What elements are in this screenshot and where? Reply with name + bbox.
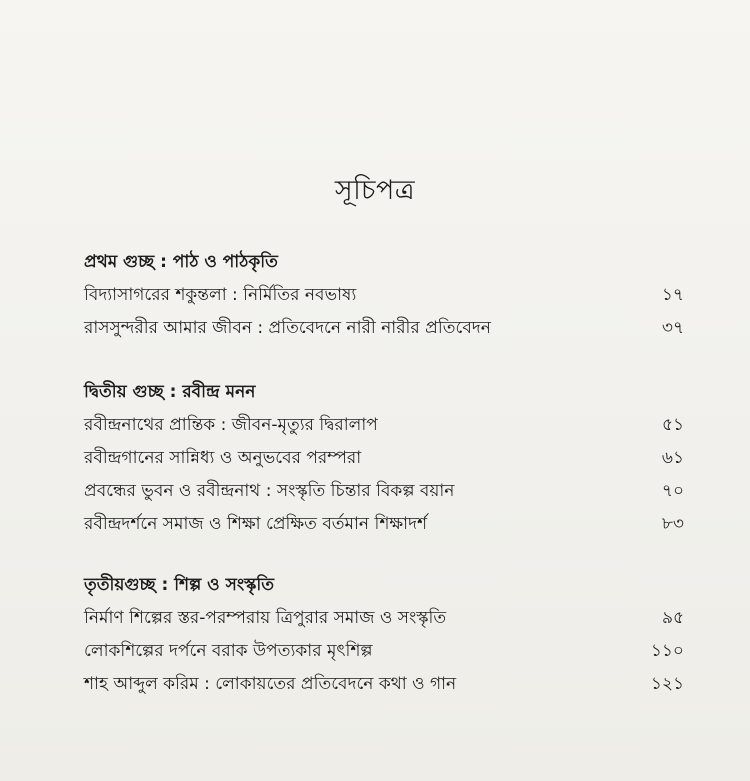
section-heading: তৃতীয়গুচ্ছ : শিল্প ও সংস্কৃতি	[84, 575, 275, 595]
toc-entry	[84, 312, 684, 345]
toc-entry	[84, 635, 684, 668]
entry-title: রবীন্দ্রদর্শনে সমাজ ও শিক্ষা প্রেক্ষিত বর্তমান শিক্ষাদর্শ	[84, 514, 428, 534]
entry-title: রবীন্দ্রনাথের প্রান্তিক : জীবন-মৃত্যুর দ্বিরালাপ	[84, 415, 378, 435]
entry-page-number: ৫১	[661, 415, 684, 435]
entry-page-number: ৭০	[661, 481, 684, 501]
section-heading: প্রথম গুচ্ছ : পাঠ ও পাঠকৃতি	[84, 252, 278, 272]
entry-title: রাসসুন্দরীর আমার জীবন : প্রতিবেদনে নারী নারীর প্রতিবেদন	[84, 318, 491, 338]
toc-entry	[84, 442, 684, 475]
entry-page-number: ৯৫	[661, 608, 684, 628]
toc-entry	[84, 279, 684, 312]
toc-entry	[84, 475, 684, 508]
entry-title: বিদ্যাসাগরের শকুন্তলা : নির্মিতির নবভাষ্য	[84, 285, 357, 305]
entry-title: শাহ আব্দুল করিম : লোকায়তের প্রতিবেদনে কথা ও গান	[84, 674, 457, 694]
page-title: সূচিপত্র	[334, 175, 416, 206]
toc-section-2	[84, 375, 684, 541]
section-heading: দ্বিতীয় গুচ্ছ : রবীন্দ্র মনন	[84, 382, 256, 402]
entry-title: প্রবন্ধের ভুবন ও রবীন্দ্রনাথ : সংস্কৃতি চিন্তার বিকল্প বয়ান	[84, 481, 455, 501]
toc-entry	[84, 668, 684, 701]
toc-entry	[84, 409, 684, 442]
entry-page-number: ৮৩	[661, 514, 684, 534]
entry-page-number: ৬১	[661, 448, 684, 468]
toc-entry	[84, 508, 684, 541]
entry-page-number: ৩৭	[661, 318, 684, 338]
entry-page-number: ১১০	[650, 641, 684, 661]
entry-title: নির্মাণ শিল্পের স্তর-পরম্পরায় ত্রিপুরার সমাজ ও সংস্কৃতি	[84, 608, 447, 628]
entry-title: লোকশিল্পের দর্পনে বরাক উপত্যকার মৃৎশিল্প	[84, 641, 373, 661]
toc-section-1	[84, 245, 684, 345]
entry-page-number: ১৭	[661, 285, 684, 305]
toc-entry	[84, 602, 684, 635]
entry-title: রবীন্দ্রগানের সান্নিধ্য ও অনুভবের পরম্পরা	[84, 448, 362, 468]
entry-page-number: ১২১	[650, 674, 684, 694]
toc-section-3	[84, 568, 684, 701]
